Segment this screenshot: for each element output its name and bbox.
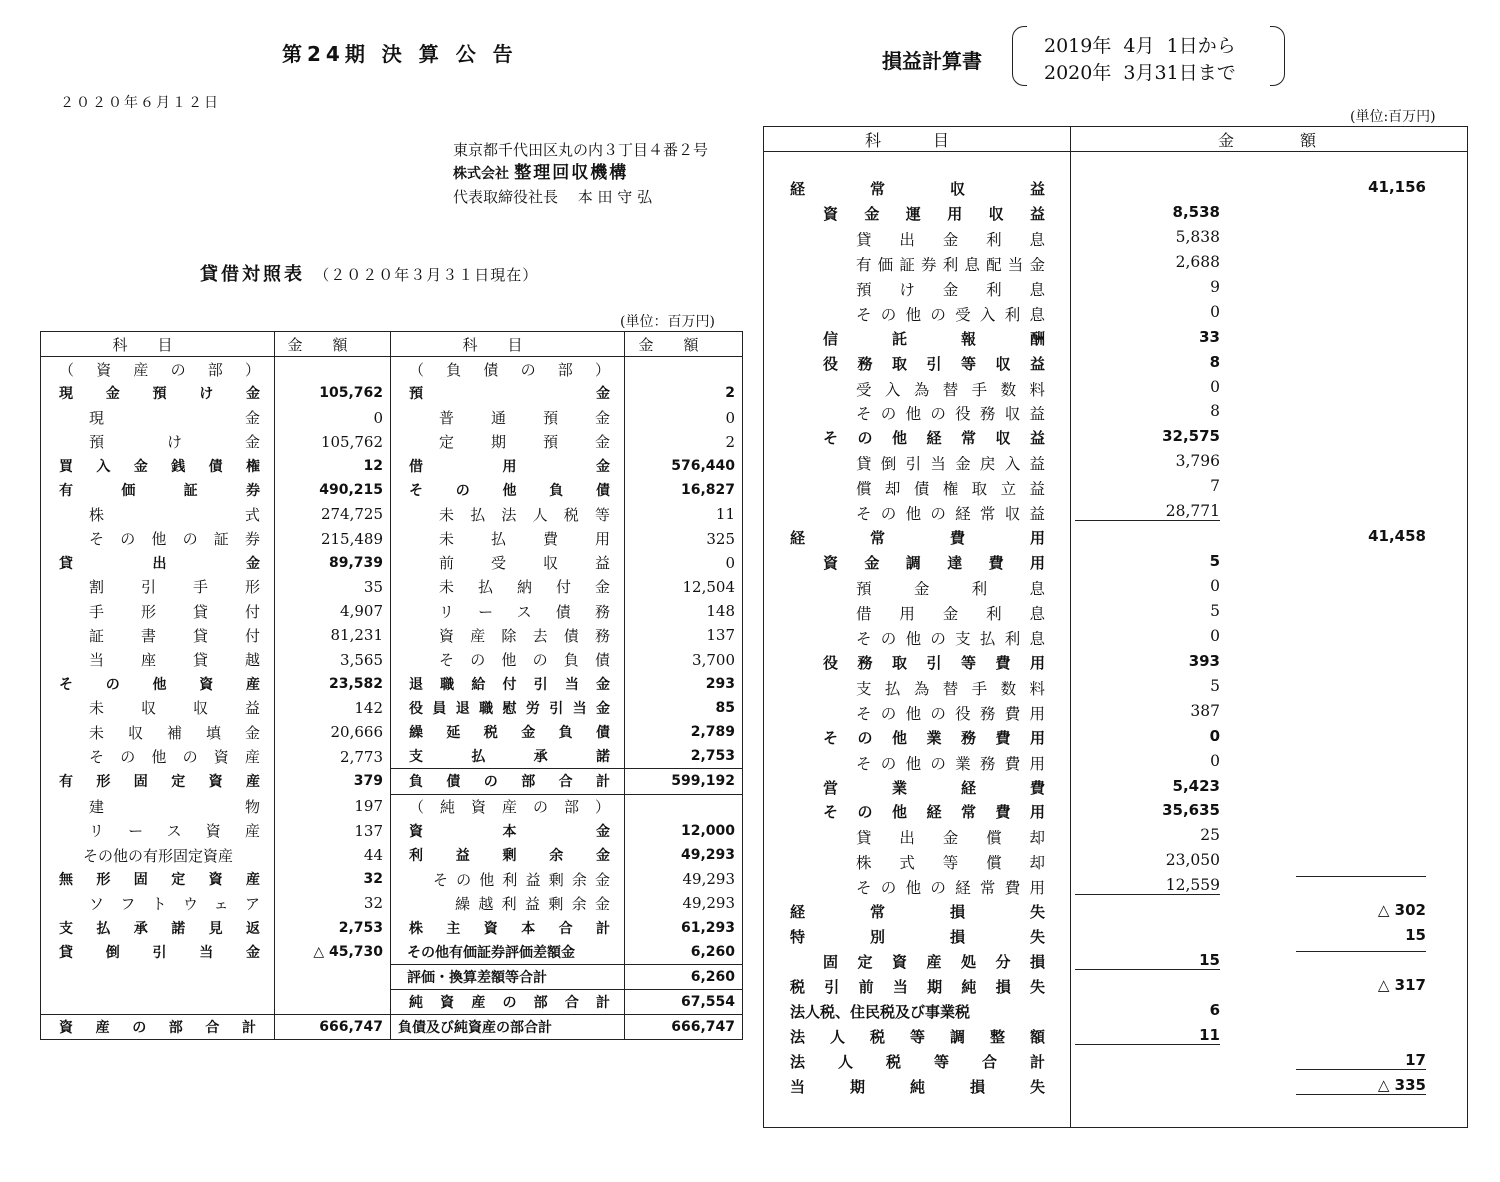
asset-item-value [275,990,391,1015]
asset-item-value: 105,762 [275,430,391,454]
asset-item-label [41,990,275,1015]
pl-row [790,899,1450,924]
pl-row [790,824,1450,849]
asset-item-label: 手形貸付 [41,599,275,623]
liability-item-label: 未払納付金 [391,575,625,599]
table-row [41,551,743,575]
report-date: ２０２０年６月１２日 [60,95,220,111]
pl-item-label: 固定資産処分損 [823,953,1045,972]
pl-row [790,725,1450,750]
asset-item-value: 215,489 [275,527,391,551]
pl-item-label: その他の経常費用 [856,879,1045,898]
header-item-assets: 科目 [41,332,275,357]
table-row [41,527,743,551]
liability-item-label: その他負債 [391,478,625,502]
liability-item-label: リース債務 [391,599,625,623]
pl-item-label: 役務取引等費用 [823,653,1045,672]
asset-item-value: 32 [275,867,391,891]
table-row [41,647,743,671]
pl-row [790,650,1450,675]
liability-item-value: 85 [625,696,743,720]
pl-row [790,226,1450,251]
report-title: 第24期 決 算 公 告 [282,42,518,66]
asset-item-value: 274,725 [275,502,391,526]
pl-row [790,1049,1450,1074]
left-bracket [1012,26,1027,86]
pl-item-label: 預金利息 [856,580,1045,598]
pl-item-label: 貸出金利息 [856,230,1045,249]
period-from: 2019年 4月 1日から [1044,35,1236,57]
pl-detail-amount: 5,423 [1172,776,1220,795]
table-row [41,819,743,843]
liability-item-label: 支払承諾 [391,744,625,769]
pl-row [790,475,1450,500]
asset-item-value: 12 [275,454,391,478]
liability-item-value: 148 [625,599,743,623]
pl-item-label: 役務取引等収益 [823,354,1045,373]
pl-row [790,799,1450,824]
income-statement-unit: (単位:百万円) [1350,109,1436,125]
pl-item-label: 税引前当期純損失 [790,978,1045,996]
table-row [41,720,743,744]
asset-item-value: 490,215 [275,478,391,502]
asset-item-value [275,357,391,382]
pl-detail-amount: 8 [1210,402,1220,421]
asset-item-label: 現金預け金 [41,381,275,405]
pl-detail-amount: 0 [1210,302,1220,321]
liability-item-value: 2,789 [625,720,743,744]
asset-item-value: 3,565 [275,647,391,671]
asset-item-label: 証書貸付 [41,623,275,647]
pl-item-label: 法人税等調整額 [790,1027,1045,1046]
liability-item-value: 61,293 [625,916,743,940]
pl-item-label: その他の業務費用 [856,754,1045,773]
pl-total-amount: 41,156 [1368,178,1426,196]
pl-item-label: 借用金利息 [856,604,1045,623]
pl-detail-amount: 8 [1209,352,1220,371]
pl-detail-amount: 7 [1210,477,1220,496]
asset-item-label: ソフトウェア [41,891,275,915]
table-row [41,843,743,867]
pl-item-label: その他の受入利息 [856,305,1045,324]
asset-item-value: 105,762 [275,381,391,405]
liability-item-value: 6,260 [625,940,743,965]
liability-item-label: 純資産の部合計 [391,990,625,1015]
asset-item-label: その他資産 [41,672,275,696]
company-representative: 代表取締役社長 本 田 守 弘 [453,188,653,206]
liability-item-value [625,357,743,382]
table-row [41,575,743,599]
pl-row [790,251,1450,276]
table-row [41,623,743,647]
liability-item-label: 借用金 [391,454,625,478]
table-row [41,672,743,696]
liability-item-label: 評価・換算差額等合計 [391,964,625,989]
pl-detail-amount: 25 [1200,826,1220,845]
pl-item-label: 法人税、住民税及び事業税 [790,1002,971,1021]
pl-item-label: 有価証券利息配当金 [856,255,1045,274]
pl-row [790,750,1450,775]
liability-item-label: その他利益剰余金 [391,867,625,891]
pl-item-label: その他の役務費用 [856,704,1045,723]
pl-row [790,575,1450,600]
asset-item-label: その他の有形固定資産 [41,843,275,867]
income-statement-header-line [763,151,1468,152]
pl-row [790,450,1450,475]
asset-item-value: 4,907 [275,599,391,623]
pl-row [790,1024,1450,1049]
pl-item-label: その他経常費用 [823,803,1045,822]
pl-detail-amount: 12,559 [1075,876,1220,895]
total-assets-label: 資産の部合計 [41,1015,275,1040]
pl-item-label: 預け金利息 [856,280,1045,299]
table-row [41,891,743,915]
pl-detail-amount: 0 [1210,751,1220,770]
asset-item-label: 未収補填金 [41,720,275,744]
asset-item-value: 379 [275,769,391,794]
pl-row [790,775,1450,800]
pl-detail-amount: 5 [1210,601,1220,620]
pl-item-label: その他業務費用 [823,728,1045,747]
asset-item-label: 預け金 [41,430,275,454]
total-liab-equity-value: 666,747 [625,1015,743,1040]
asset-item-value: 197 [275,794,391,819]
asset-item-value: 81,231 [275,623,391,647]
asset-item-value: 35 [275,575,391,599]
pl-item-label: 経常費用 [790,529,1045,548]
asset-item-value [275,964,391,989]
header-amount-assets: 金額 [275,332,391,357]
asset-item-label: 割引手形 [41,575,275,599]
header-amount-liabilities: 金額 [625,332,743,357]
asset-item-label: その他の資産 [41,744,275,769]
pl-detail-amount: 0 [1210,626,1220,645]
asset-item-label: 建物 [41,794,275,819]
liability-item-label: 株主資本合計 [391,916,625,940]
pl-row [790,351,1450,376]
income-statement-period [1044,33,1236,87]
balance-sheet-title [200,260,538,286]
liability-item-value: 2 [625,381,743,405]
pl-detail-amount: 5 [1209,552,1220,571]
asset-item-value: 137 [275,819,391,843]
pl-detail-amount: 0 [1210,577,1220,595]
liability-item-label: 資産除去債務 [391,623,625,647]
table-row [41,357,743,382]
pl-detail-amount: 28,771 [1075,502,1220,521]
liability-item-value: 0 [625,406,743,430]
table-row [41,502,743,526]
pl-row [790,500,1450,525]
pl-item-label: 経常収益 [790,180,1045,198]
total-assets-value: 666,747 [275,1015,391,1040]
table-row [41,867,743,891]
asset-item-label: 買入金銭債権 [41,454,275,478]
pl-detail-amount: 2,688 [1175,252,1220,271]
asset-item-label: 支払承諾見返 [41,916,275,940]
period-to: 2020年 3月31日まで [1044,62,1236,84]
asset-item-label: 貸出金 [41,551,275,575]
pl-item-label: 資金調達費用 [823,554,1045,573]
liability-item-label: 繰延税金負債 [391,720,625,744]
table-row [41,696,743,720]
liability-item-label: 退職給付引当金 [391,672,625,696]
liability-item-label: 役員退職慰労引当金 [391,696,625,720]
table-row [41,381,743,405]
pl-detail-amount: 11 [1075,1026,1220,1045]
asset-item-value: △ 45,730 [275,940,391,965]
pl-detail-amount: 15 [1075,951,1220,970]
pl-item-label: 特別損失 [790,928,1045,947]
liability-item-value: 3,700 [625,647,743,671]
liability-item-label: 未払費用 [391,527,625,551]
pl-row [790,625,1450,650]
table-row [41,454,743,478]
liability-item-label: （負債の部） [391,357,625,382]
pl-detail-amount: 393 [1188,651,1220,670]
asset-item-label [41,964,275,989]
liability-item-value: 49,293 [625,867,743,891]
table-row [41,478,743,502]
pl-item-label: その他の経常収益 [856,505,1045,524]
pl-row [790,201,1450,226]
pl-detail-amount: 6 [1209,1000,1220,1019]
pl-detail-amount: 3,796 [1175,452,1220,471]
pl-row [790,376,1450,401]
asset-item-value: 142 [275,696,391,720]
pl-item-label: 当期純損失 [790,1077,1045,1096]
company-address: 東京都千代田区丸の内３丁目４番２号 [453,141,709,159]
liability-item-label: 前受収益 [391,551,625,575]
balance-sheet-total-row [41,1015,743,1040]
liability-item-value: 16,827 [625,478,743,502]
table-row [41,430,743,454]
pl-detail-amount: 35,635 [1162,801,1220,820]
asset-item-value: 23,582 [275,672,391,696]
liability-item-label: その他有価証券評価差額金 [391,940,625,965]
income-statement-title: 損益計算書 [882,49,982,73]
asset-item-value: 2,773 [275,744,391,769]
asset-item-label: 有価証券 [41,478,275,502]
pl-row [790,550,1450,575]
pl-row [790,600,1450,625]
table-row [41,940,743,965]
pl-item-label: 株式等償却 [856,854,1045,873]
pl-row [790,700,1450,725]
liability-item-label: 利益剰余金 [391,843,625,867]
pl-total-amount: 41,458 [1368,527,1426,546]
pl-row [790,301,1450,326]
liability-item-value: 12,000 [625,819,743,843]
pl-header-amount: 金額 [1218,131,1383,150]
company-name: 整理回収機構 [514,163,629,183]
asset-item-label: 無形固定資産 [41,867,275,891]
liability-item-value: 6,260 [625,964,743,989]
liability-item-label: 資本金 [391,819,625,843]
asset-item-value: 44 [275,843,391,867]
liability-item-label: 未払法人税等 [391,502,625,526]
liability-item-value [625,794,743,819]
liability-item-label: （純資産の部） [391,794,625,819]
pl-detail-amount: 23,050 [1165,851,1220,870]
asset-item-label: リース資産 [41,819,275,843]
asset-item-label: （資産の部） [41,357,275,382]
asset-item-label: その他の証券 [41,527,275,551]
asset-item-value: 0 [275,406,391,430]
pl-item-label: 資金運用収益 [823,204,1045,223]
pl-row [790,874,1450,899]
pl-detail-amount: 32,575 [1162,427,1220,446]
pl-row [790,924,1450,949]
liability-item-value: 67,554 [625,990,743,1015]
balance-sheet-header-row [41,332,743,357]
pl-detail-amount: 33 [1199,327,1220,346]
pl-item-label: 支払為替手数料 [856,679,1045,698]
pl-row [790,999,1450,1024]
pl-detail-amount: 5 [1210,676,1220,695]
pl-row [790,525,1450,550]
pl-row [790,675,1450,700]
right-bracket [1270,26,1285,86]
pl-total-amount [1296,876,1426,877]
balance-sheet-body [41,357,743,1015]
pl-detail-amount: 0 [1209,726,1220,745]
table-row [41,769,743,794]
income-statement-rows [790,176,1450,1099]
liability-item-value: 12,504 [625,575,743,599]
table-row [41,916,743,940]
asset-item-label: 現金 [41,406,275,430]
pl-item-label: 受入為替手数料 [856,380,1045,399]
pl-total-amount [1296,951,1426,952]
pl-row [790,326,1450,351]
pl-total-amount: △ 335 [1296,1076,1426,1095]
pl-row [790,176,1450,201]
liability-item-value: 137 [625,623,743,647]
pl-row [790,1074,1450,1099]
company-block [453,139,708,209]
pl-total-amount: △ 317 [1377,976,1426,994]
liability-item-value: 2,753 [625,744,743,769]
asset-item-value: 2,753 [275,916,391,940]
balance-sheet-unit: (単位：百万円) [620,314,715,330]
asset-item-label: 株式 [41,502,275,526]
liability-item-value: 576,440 [625,454,743,478]
table-row [41,964,743,989]
liability-item-label: その他の負債 [391,647,625,671]
pl-row [790,949,1450,974]
pl-total-amount: 17 [1296,1051,1426,1070]
total-liab-equity-label: 負債及び純資産の部合計 [391,1015,625,1040]
asset-item-value: 32 [275,891,391,915]
pl-item-label: 償却債権取立益 [856,480,1045,499]
pl-item-label: その他経常収益 [823,429,1045,448]
pl-total-amount: 15 [1405,926,1426,945]
balance-sheet-title-text: 貸借対照表 [200,264,305,285]
pl-item-label: 信託報酬 [823,329,1045,348]
asset-item-label: 未収収益 [41,696,275,720]
asset-item-value: 89,739 [275,551,391,575]
asset-item-label: 貸倒引当金 [41,940,275,965]
liability-item-label: 定期預金 [391,430,625,454]
pl-item-label: その他の役務収益 [856,405,1045,424]
liability-item-value: 599,192 [625,769,743,794]
liability-item-value: 0 [625,551,743,575]
pl-item-label: その他の支払利息 [856,629,1045,648]
asset-item-value: 20,666 [275,720,391,744]
table-row [41,744,743,769]
pl-item-label: 営業経費 [823,778,1045,797]
pl-item-label: 貸出金償却 [856,829,1045,848]
liability-item-value: 11 [625,502,743,526]
pl-detail-amount: 0 [1210,377,1220,396]
table-row [41,794,743,819]
pl-detail-amount: 5,838 [1175,227,1220,246]
pl-row [790,400,1450,425]
company-prefix: 株式会社 [453,166,509,182]
liability-item-label: 負債の部合計 [391,769,625,794]
pl-row [790,276,1450,301]
pl-detail-amount: 8,538 [1172,202,1220,221]
company-name-line [453,162,708,186]
liability-item-label: 預金 [391,381,625,405]
liability-item-value: 325 [625,527,743,551]
asset-item-label: 当座貸越 [41,647,275,671]
pl-row [790,974,1450,999]
pl-detail-amount: 387 [1190,701,1220,720]
liability-item-value: 2 [625,430,743,454]
pl-row [790,425,1450,450]
pl-row [790,849,1450,874]
pl-item-label: 貸倒引当金戻入益 [856,455,1045,474]
balance-sheet-table [40,331,743,1040]
pl-detail-amount: 9 [1210,277,1220,296]
asset-item-label: 有形固定資産 [41,769,275,794]
liability-item-label: 繰越利益剰余金 [391,891,625,915]
liability-item-value: 49,293 [625,891,743,915]
liability-item-value: 293 [625,672,743,696]
table-row [41,406,743,430]
pl-total-amount: △ 302 [1377,901,1426,920]
pl-header-item: 科目 [865,131,1002,150]
table-row [41,990,743,1015]
pl-item-label: 法人税等合計 [790,1052,1045,1071]
balance-sheet-as-of: （２０２０年３月３１日現在） [314,266,539,284]
liability-item-label: 普通預金 [391,406,625,430]
header-item-liabilities: 科目 [391,332,625,357]
pl-item-label: 経常損失 [790,903,1045,922]
table-row [41,599,743,623]
liability-item-value: 49,293 [625,843,743,867]
